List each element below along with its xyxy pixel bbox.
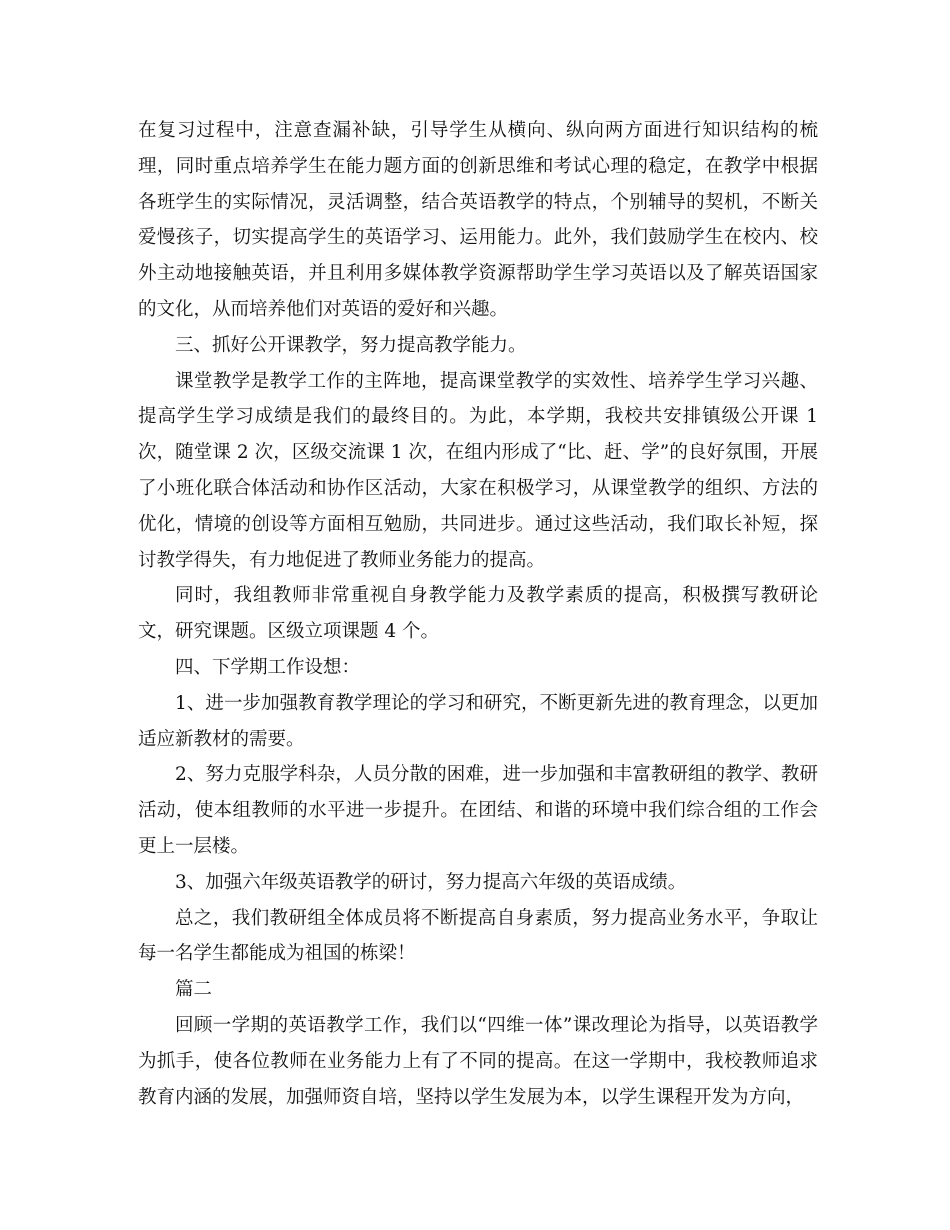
paragraph-conclusion: 总之，我们教研组全体成员将不断提高自身素质，努力提高业务水平，争取让每一名学生都能成为祖国的栋梁！ <box>138 907 818 965</box>
document-body <box>138 113 818 1115</box>
paragraph-classroom-teaching: 课堂教学是教学工作的主阵地，提高课堂教学的实效性、培养学生学习兴趣、提高学生学习成绩是我们的最终目的。为此，本学期，我校共安排镇级公开课 1 次，随堂课 2 次，区级交流课 1 次，在组内形成了“比、赶、学”的良好氛围，开展了小班化联合体活动和协作区活动，大家在积极学习，从课堂教学的组织、方法的优化，情境的创设等方面相互勉励，共同进步。通过这些活动，我们取长补短，探讨教学得失，有力地促进了教师业务能力的提高。 <box>138 370 818 571</box>
paragraph-teacher-research: 同时，我组教师非常重视自身教学能力及教学素质的提高，积极撰写教研论文，研究课题。区级立项课题 4 个。 <box>138 585 818 643</box>
plan-item-1: 1、进一步加强教育教学理论的学习和研究，不断更新先进的教育理念，以更加适应新教材的需要。 <box>138 692 818 750</box>
plan-item-3: 3、加强六年级英语教学的研讨，努力提高六年级的英语成绩。 <box>175 871 687 893</box>
plan-item-2: 2、努力克服学科杂，人员分散的困难，进一步加强和丰富教研组的教学、教研活动，使本组教师的水平进一步提升。在团结、和谐的环境中我们综合组的工作会更上一层楼。 <box>138 764 818 857</box>
heading-next-semester-plan: 四、下学期工作设想： <box>175 656 361 678</box>
paragraph-review-process: 在复习过程中，注意查漏补缺，引导学生从横向、纵向两方面进行知识结构的梳理，同时重点培养学生在能力题方面的创新思维和考试心理的稳定，在教学中根据各班学生的实际情况，灵活调整，结合英语教学的特点，个别辅导的契机，不断关爱慢孩子，切实提高学生的英语学习、运用能力。此外，我们鼓励学生在校内、校外主动地接触英语，并且利用多媒体教学资源帮助学生学习英语以及了解英语国家的文化，从而培养他们对英语的爱好和兴趣。 <box>138 120 818 320</box>
heading-open-class-teaching: 三、抓好公开课教学，努力提高教学能力。 <box>175 334 527 356</box>
section-heading-part-two: 篇二 <box>175 979 213 1001</box>
paragraph-part-two-intro: 回顾一学期的英语教学工作，我们以“四维一体”课改理论为指导，以英语教学为抓手，使各位教师在业务能力上有了不同的提高。在这一学期中，我校教师追求教育内涵的发展，加强师资自培，坚持以学生发展为本，以学生课程开发为方向， <box>138 1014 818 1108</box>
